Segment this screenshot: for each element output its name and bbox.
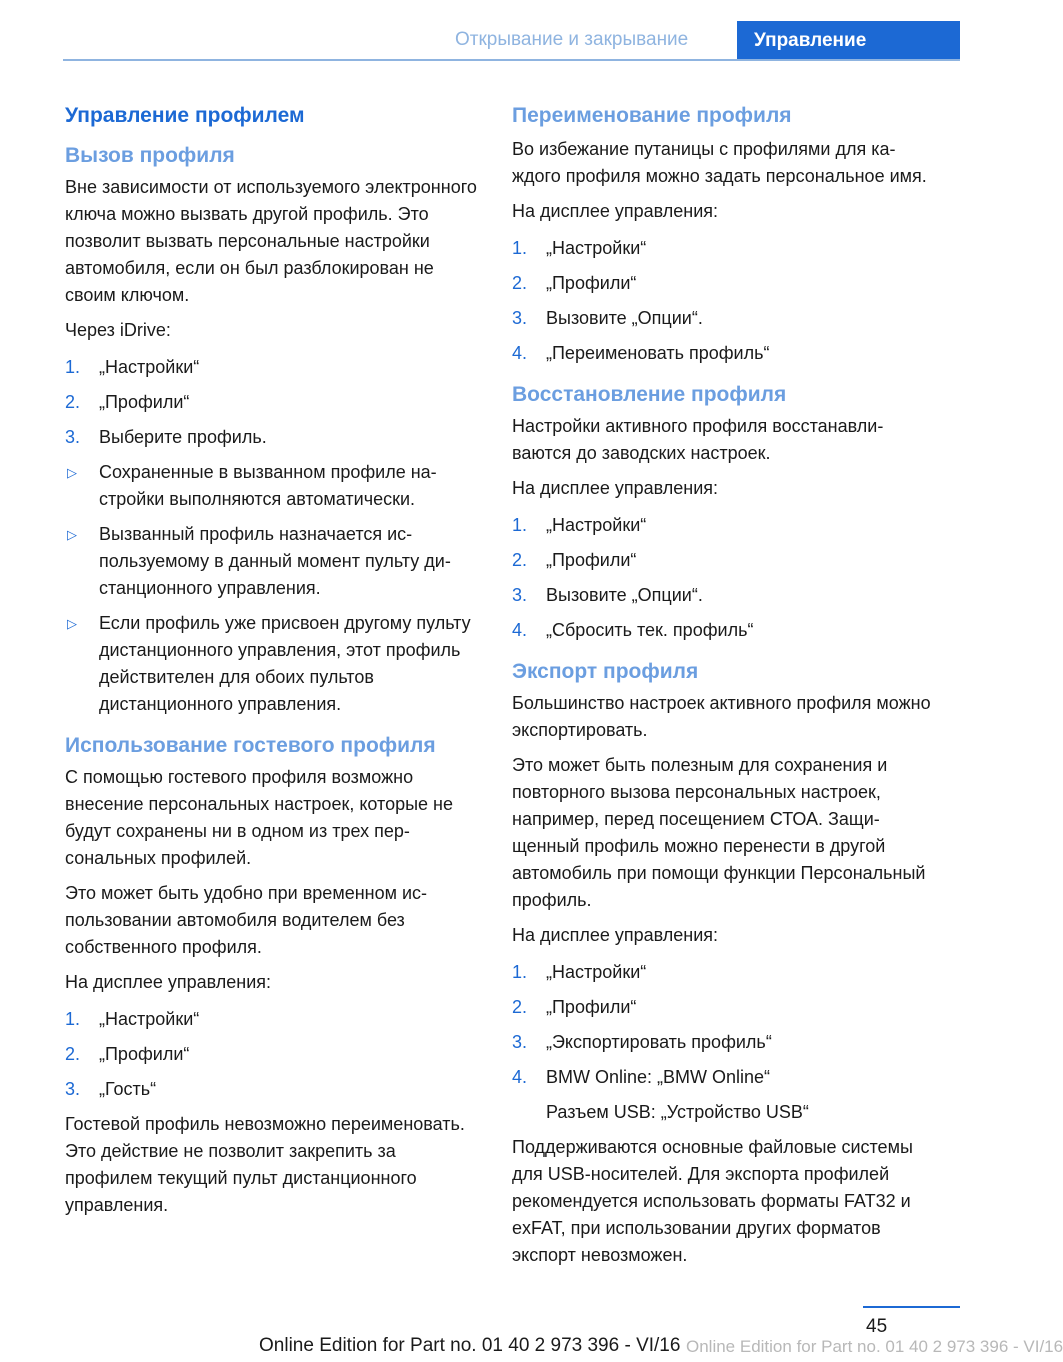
paragraph: Гостевой профиль невозможно переименовать. Это действие не позволит закрепить за профилем текущий пульт дистанционного управления.: [65, 1114, 465, 1215]
section-heading-guest-profile: Использование гостевого профиля: [65, 734, 436, 757]
header-section-title: Открывание и закрывание: [455, 29, 689, 50]
paragraph: Большинство настроек активного профиля можно экспортировать.: [512, 693, 931, 740]
list-item: [512, 547, 932, 574]
paragraph: На дисплее управления:: [512, 925, 719, 945]
steps-list: [65, 354, 480, 718]
main-title: Управление профилем: [65, 104, 305, 127]
section-heading-restore-profile: Восстановление профиля: [512, 383, 787, 406]
list-item: [512, 959, 932, 986]
list-item: [65, 1076, 480, 1103]
step-number: 2.: [512, 550, 528, 570]
step-number: 3.: [65, 1079, 81, 1099]
step-text: „Экспортировать профиль“: [546, 1032, 772, 1052]
step-sub-text: Разъем USB: „Устройство USB“: [546, 1102, 809, 1122]
step-text: Вызовите „Опции“.: [546, 308, 703, 328]
list-item: [512, 235, 932, 262]
step-text: BMW Online: „BMW Online“: [546, 1067, 771, 1087]
list-item: [512, 1064, 932, 1091]
list-item: [65, 1006, 480, 1033]
section-heading-rename-profile: Переименование профиля: [512, 104, 792, 127]
step-number: 2.: [65, 392, 81, 412]
section-heading-call-profile: Вызов профиля: [65, 144, 235, 167]
list-item: [512, 340, 932, 367]
page-header: [63, 21, 960, 61]
list-item: [65, 354, 480, 381]
step-number: 3.: [512, 1032, 528, 1052]
page-number: 45: [866, 1316, 888, 1337]
right-column: [512, 100, 932, 1277]
step-text: „Настройки“: [546, 515, 647, 535]
paragraph: Настройки активного профиля восстанавливаются до заводских настроек.: [512, 416, 884, 463]
paragraph: Это может быть удобно при временном использовании автомобиля водителем без собственного профиля.: [65, 883, 428, 957]
list-item: [65, 459, 480, 513]
step-number: 1.: [512, 238, 528, 258]
step-text: Вызовите „Опции“.: [546, 585, 703, 605]
steps-list: [512, 235, 932, 367]
list-item: [512, 582, 932, 609]
step-number: 2.: [65, 1044, 81, 1064]
list-item: [65, 610, 480, 718]
paragraph: Во избежание путаницы с профилями для каждого профиля можно задать персональное имя.: [512, 139, 927, 186]
list-item: [512, 270, 932, 297]
step-number: 3.: [512, 585, 528, 605]
step-number: 3.: [65, 427, 81, 447]
step-text: „Профили“: [99, 392, 190, 412]
paragraph: Через iDrive:: [65, 320, 171, 340]
paragraph: Это может быть полезным для сохранения и повторного вызова персональных настроек, например, перед посещением СТОА. Защищенный профиль можно перенести в другой автомобиль при помощи функции Персональный профиль.: [512, 755, 926, 910]
paragraph: Поддерживаются основные файловые системы для USB-носителей. Для экспорта профилей рекомендуется использовать форматы FAT32 и exFAT, при использовании других форматов экспорт невозможен.: [512, 1137, 913, 1265]
watermark: Online Edition for Part no. 01 40 2 973 396 - VI/16: [686, 1337, 1063, 1356]
step-text: „Настройки“: [546, 962, 647, 982]
triangle-bullet-icon: ▷: [67, 527, 77, 542]
step-number: 1.: [512, 962, 528, 982]
list-item: [512, 617, 932, 644]
bullet-text: Сохраненные в вызванном профиле настройки выполняются автоматически.: [99, 462, 437, 509]
step-number: 1.: [65, 1009, 81, 1029]
list-item: [512, 305, 932, 332]
step-text: „Сбросить тек. профиль“: [546, 620, 754, 640]
list-item: [512, 994, 932, 1021]
steps-list: [65, 1006, 480, 1103]
step-number: 4.: [512, 343, 528, 363]
left-column: [65, 100, 480, 1227]
step-number: 1.: [65, 357, 81, 377]
header-chapter-tab: Управление: [737, 21, 960, 61]
step-number: 2.: [512, 997, 528, 1017]
triangle-bullet-icon: ▷: [67, 465, 77, 480]
step-text: „Настройки“: [546, 238, 647, 258]
step-number: 4.: [512, 620, 528, 640]
step-text: „Гость“: [99, 1079, 157, 1099]
section-heading-export-profile: Экспорт профиля: [512, 660, 699, 683]
list-item: [65, 389, 480, 416]
step-text: „Профили“: [99, 1044, 190, 1064]
paragraph: На дисплее управления:: [512, 201, 719, 221]
list-item: [512, 1029, 932, 1056]
footer-divider: [863, 1306, 960, 1308]
step-number: 1.: [512, 515, 528, 535]
step-number: 3.: [512, 308, 528, 328]
step-text: „Профили“: [546, 273, 637, 293]
steps-list: [512, 512, 932, 644]
step-text: „Переименовать профиль“: [546, 343, 770, 363]
step-text: Выберите профиль.: [99, 427, 267, 447]
list-item: [65, 424, 480, 451]
paragraph: На дисплее управления:: [512, 478, 719, 498]
edition-text: Online Edition for Part no. 01 40 2 973 396 - VI/16: [259, 1335, 681, 1356]
list-item: [65, 521, 480, 602]
bullet-text: Вызванный профиль назначается используемому в данный момент пульту дистанционного управления.: [99, 524, 451, 598]
steps-list: [512, 959, 932, 1091]
list-item: [65, 1041, 480, 1068]
step-number: 2.: [512, 273, 528, 293]
step-text: „Профили“: [546, 997, 637, 1017]
paragraph: С помощью гостевого профиля возможно внесение персональных настроек, которые не будут сохранены ни в одном из трех персональных профилей.: [65, 767, 453, 868]
step-text: „Настройки“: [99, 357, 200, 377]
paragraph: На дисплее управления:: [65, 972, 272, 992]
list-item: [512, 512, 932, 539]
triangle-bullet-icon: ▷: [67, 616, 77, 631]
bullet-text: Если профиль уже присвоен другому пульту дистанционного управления, этот профиль действителен для обоих пультов дистанционного управления.: [99, 613, 471, 714]
paragraph: Вне зависимости от используемого электронного ключа можно вызвать другой профиль. Это позволит вызвать персональные настройки автомобиля, если он был разблокирован не своим ключом.: [65, 177, 477, 305]
step-text: „Настройки“: [99, 1009, 200, 1029]
step-number: 4.: [512, 1067, 528, 1087]
header-divider: [63, 59, 960, 61]
step-text: „Профили“: [546, 550, 637, 570]
